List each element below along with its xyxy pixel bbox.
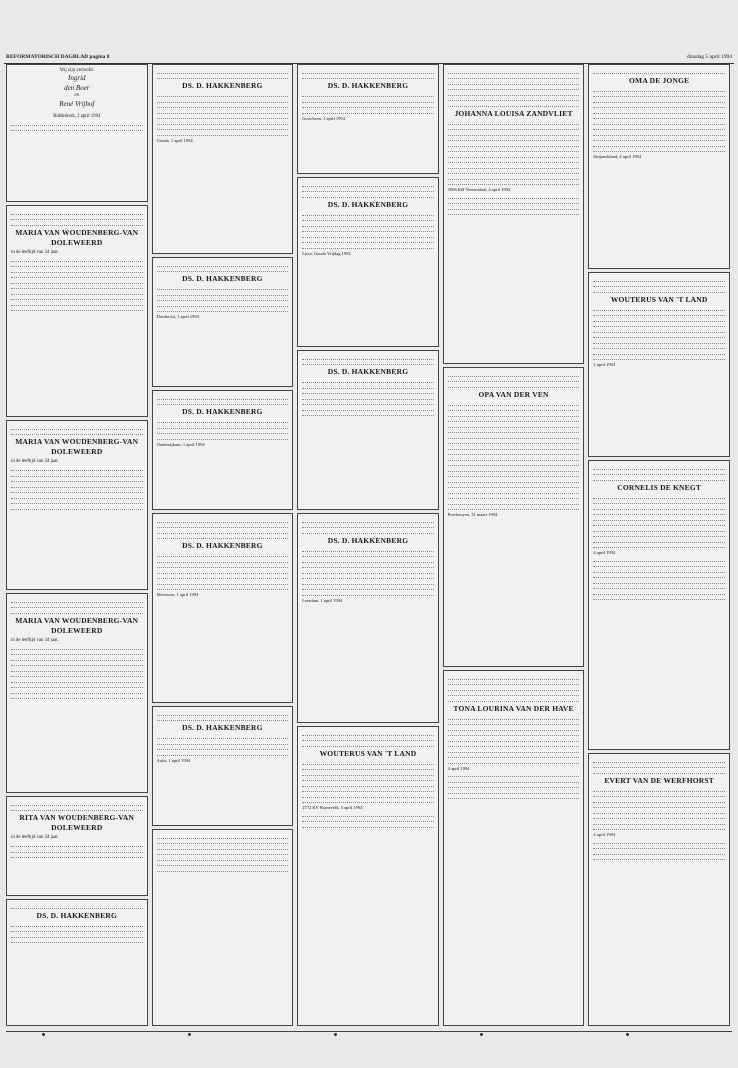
column-5 xyxy=(588,64,730,1026)
deceased-name: OPA VAN DER VEN xyxy=(478,389,549,399)
deceased-name: DS. D. HAKKENBERG xyxy=(327,199,409,209)
deceased-name: TONA LOURINA VAN DER HAVE xyxy=(453,703,574,713)
deceased-name: DS. D. HAKKENBERG xyxy=(327,535,409,545)
deceased-name: WOUTERUS VAN 'T LAND xyxy=(319,748,417,758)
ad-name: René Vrijhof xyxy=(59,100,95,109)
registration-dot xyxy=(480,1033,483,1036)
notice-date: 2 april 1994 xyxy=(593,362,616,368)
notice-age: in de leeftijd van 34 jaar. xyxy=(11,835,59,841)
notice-date: Lisse, Gouda Vrijdag 1994 xyxy=(302,250,351,256)
masthead xyxy=(4,54,734,64)
death-notice xyxy=(443,367,585,667)
death-notice xyxy=(152,706,294,826)
deceased-name: DS. D. HAKKENBERG xyxy=(182,407,263,416)
engagement-ad xyxy=(6,64,148,202)
notice-date: Meeuwen, 1 april 1994 xyxy=(156,592,199,598)
deceased-name: DS. D. HAKKENBERG xyxy=(36,910,118,920)
ad-address: Ridderkerk, 2 april 1994 xyxy=(53,113,101,119)
deceased-name: DS. D. HAKKENBERG xyxy=(182,81,263,90)
page-footer-rule xyxy=(6,1031,732,1038)
registration-dot xyxy=(42,1033,45,1036)
notice-age: in de leeftijd van 34 jaar. xyxy=(11,249,59,255)
masthead-date: dinsdag 5 april 1994 xyxy=(686,54,732,60)
notice-age: in de leeftijd van 34 jaar. xyxy=(11,637,59,643)
death-notice xyxy=(297,350,439,510)
deceased-name: DS. D. HAKKENBERG xyxy=(182,723,263,732)
column-3 xyxy=(297,64,439,1026)
notice-date: 3906 KH Veenendaal, 4 april 1994 xyxy=(447,187,511,193)
death-notice xyxy=(6,205,148,417)
ad-name: Ingrid xyxy=(68,74,86,83)
death-notice xyxy=(588,272,730,457)
death-notice xyxy=(297,177,439,347)
death-notice xyxy=(443,670,585,1026)
deceased-name: DS. D. HAKKENBERG xyxy=(327,81,409,90)
death-notice xyxy=(297,726,439,1026)
death-notice xyxy=(588,460,730,750)
columns xyxy=(6,64,730,1026)
column-1 xyxy=(6,64,148,1026)
ad-name: den Boer xyxy=(64,83,90,92)
notice-date: 4 april 1994 xyxy=(447,765,470,771)
death-notice xyxy=(152,257,294,387)
ad-intro: Wij zijn verloofd: xyxy=(59,68,94,73)
registration-dot xyxy=(626,1033,629,1036)
notice-date: Strijandsland, 4 april 1994 xyxy=(593,154,642,160)
column-4 xyxy=(443,64,585,1026)
deceased-name: MARIA VAN WOUDENBERG-VAN DOLEWEERD xyxy=(15,615,139,635)
deceased-name: MARIA VAN WOUDENBERG-VAN DOLEWEERD xyxy=(15,437,139,457)
death-notice xyxy=(6,796,148,896)
person-name: OMA DE JONGE xyxy=(629,75,690,85)
registration-dot xyxy=(188,1033,191,1036)
notice-date: 4 april 1994 xyxy=(593,832,616,838)
registration-dot xyxy=(334,1033,337,1036)
deceased-name: WOUTERUS VAN 'T LAND xyxy=(610,294,708,304)
masthead-title: REFORMATORISCH DAGBLAD pagina 8 xyxy=(6,54,110,60)
notice-date: Aalst, 1 april 1994 xyxy=(156,757,191,763)
deceased-name: RITA VAN WOUDENBERG-VAN DOLEWEERD xyxy=(19,813,135,833)
deceased-name: JOHANNA LOUISA ZANDVLIET xyxy=(454,108,573,118)
deceased-name: CORNELIS DE KNEGT xyxy=(617,482,702,492)
notice-date: 4 april 1994 xyxy=(593,550,616,556)
notice-date: Gouda, 1 april 1994 xyxy=(156,137,193,143)
death-notice xyxy=(297,64,439,174)
notice-date: Poederoyen, 31 maart 1994 xyxy=(447,512,498,518)
notice-date: Dordrecht, 1 april 1994 xyxy=(156,314,199,320)
notice-date: 2772 KV Barneveld, 3 april 1994 xyxy=(302,805,363,811)
deceased-name: DS. D. HAKKENBERG xyxy=(182,274,263,283)
notice-age: in de leeftijd van 34 jaar. xyxy=(11,459,59,465)
death-notice xyxy=(152,64,294,254)
death-notice xyxy=(443,64,585,364)
death-notice xyxy=(6,899,148,1026)
deceased-name: EVERT VAN DE WERFHORST xyxy=(604,775,714,785)
death-notice xyxy=(588,753,730,1026)
anniversary-notice xyxy=(588,64,730,269)
deceased-name: MARIA VAN WOUDENBERG-VAN DOLEWEERD xyxy=(15,227,139,247)
notice-date: Leerdam, 1 april 1994 xyxy=(302,597,343,603)
column-2 xyxy=(152,64,294,1026)
death-notice xyxy=(6,593,148,793)
death-notice xyxy=(152,390,294,510)
death-notice xyxy=(152,829,294,1026)
notice-date: Oudenrijkum, 1 april 1994 xyxy=(156,441,205,447)
death-notice xyxy=(152,513,294,703)
death-notice xyxy=(6,420,148,590)
death-notice xyxy=(297,513,439,723)
deceased-name: DS. D. HAKKENBERG xyxy=(182,541,263,550)
ad-text: en xyxy=(74,93,80,99)
deceased-name: DS. D. HAKKENBERG xyxy=(327,367,409,376)
notice-date: Goricheen, 1 april 1994 xyxy=(302,115,345,121)
